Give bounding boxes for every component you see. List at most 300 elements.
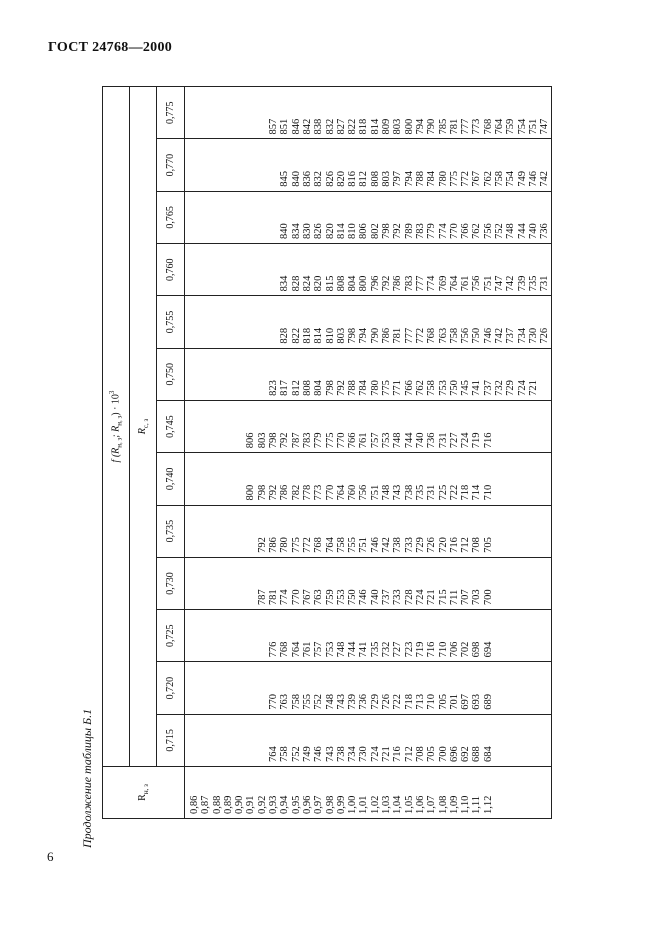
- data-column-cell: [185, 400, 552, 452]
- column-header: 0,750: [157, 348, 185, 400]
- table-value: 746: [482, 327, 494, 344]
- table-value: 703: [471, 589, 483, 606]
- column-header: 0,740: [157, 453, 185, 505]
- table-value: 822: [347, 118, 359, 135]
- table-value: 753: [381, 432, 393, 449]
- table-value: 786: [392, 275, 404, 292]
- table-value: 768: [313, 537, 325, 553]
- table-value: 735: [527, 275, 539, 292]
- table-value: 716: [482, 432, 494, 449]
- table-value: 772: [414, 327, 426, 344]
- table-value: 759: [324, 589, 336, 606]
- table-value: 785: [437, 118, 449, 135]
- table-value: 780: [279, 537, 291, 553]
- table-value: 739: [516, 275, 528, 292]
- row-key: 0,96: [301, 795, 313, 814]
- table-value: 710: [426, 693, 438, 710]
- column-header: 0,715: [157, 714, 185, 766]
- row-key: 1,01: [358, 795, 370, 814]
- table-caption: Продолжение таблицы Б.1: [80, 708, 94, 848]
- table-value: 781: [448, 118, 460, 135]
- table-value: 705: [426, 746, 438, 762]
- table-value: 828: [279, 327, 291, 344]
- table-value: 786: [381, 327, 393, 344]
- table-value: 694: [482, 641, 494, 658]
- row-key: 0,91: [245, 795, 257, 814]
- table-value: 814: [369, 118, 381, 135]
- table-value: 812: [290, 380, 302, 396]
- row-key: 1,11: [471, 796, 483, 814]
- row-key: 1,04: [392, 795, 404, 814]
- table-value: 792: [279, 432, 291, 449]
- table-value: 747: [494, 275, 506, 292]
- table-value: 802: [369, 223, 381, 240]
- table-value: 752: [313, 693, 325, 710]
- table-value: 780: [437, 170, 449, 187]
- table-value: 724: [414, 589, 426, 606]
- table-value: 757: [369, 432, 381, 449]
- row-key: 1,08: [437, 795, 449, 814]
- table-value: 790: [426, 118, 438, 135]
- data-column-cell: [185, 87, 552, 139]
- row-key: 0,97: [313, 795, 325, 814]
- table-value: 741: [358, 641, 370, 658]
- table-value: 838: [313, 118, 325, 135]
- table-value: 728: [403, 589, 415, 606]
- table-value: 692: [460, 746, 472, 762]
- table-value: 762: [471, 223, 483, 240]
- data-column-cell: [185, 505, 552, 557]
- table-value: 748: [335, 641, 347, 658]
- table-value: 792: [381, 275, 393, 292]
- column-header: 0,775: [157, 87, 185, 139]
- table-value: 787: [290, 432, 302, 449]
- table-value: 762: [414, 380, 426, 396]
- table-value: 818: [358, 118, 370, 135]
- table-value: 742: [539, 170, 551, 187]
- table-value: 749: [516, 170, 528, 187]
- table-container: [102, 86, 551, 819]
- table-value: 783: [403, 275, 415, 292]
- row-key: 0,88: [211, 795, 223, 814]
- table-value: 808: [335, 275, 347, 292]
- table-value: 710: [437, 641, 449, 658]
- table-value: 830: [301, 223, 313, 240]
- table-value: 724: [460, 432, 472, 449]
- table-value: 746: [369, 537, 381, 553]
- table-value: 757: [313, 641, 325, 658]
- table-value: 797: [392, 170, 404, 187]
- table-value: 754: [516, 118, 528, 135]
- table-value: 828: [290, 275, 302, 292]
- table-value: 741: [471, 380, 483, 396]
- row-key: 1,05: [403, 795, 415, 814]
- table-value: 735: [369, 641, 381, 658]
- table-value: 794: [403, 170, 415, 187]
- table-value: 750: [448, 380, 460, 396]
- row-key: 0,94: [279, 795, 291, 814]
- column-header: 0,755: [157, 296, 185, 348]
- table-value: 748: [505, 223, 517, 240]
- table-value: 738: [403, 484, 415, 501]
- table-value: 735: [414, 484, 426, 501]
- data-column-cell: [185, 662, 552, 714]
- table-value: 758: [426, 380, 438, 396]
- table-value: 722: [392, 693, 404, 710]
- column-header: 0,770: [157, 139, 185, 191]
- table-value: 788: [414, 170, 426, 187]
- table-value: 740: [369, 589, 381, 606]
- table-value: 758: [448, 327, 460, 344]
- table-value: 783: [414, 223, 426, 240]
- table-value: 755: [301, 693, 313, 710]
- column-header: 0,725: [157, 610, 185, 662]
- table-value: 770: [335, 432, 347, 449]
- table-value: 762: [482, 170, 494, 187]
- table-value: 763: [313, 589, 325, 606]
- table-value: 721: [381, 746, 393, 762]
- table-value: 743: [324, 746, 336, 762]
- row-key: 1,09: [448, 795, 460, 814]
- column-header: 0,760: [157, 244, 185, 296]
- table-value: 726: [381, 693, 393, 710]
- table-value: 749: [301, 746, 313, 762]
- row-key: 0,98: [324, 795, 336, 814]
- table-value: 786: [268, 537, 280, 553]
- table-value: 823: [268, 380, 280, 396]
- table-value: 808: [301, 380, 313, 396]
- table-value: 771: [392, 380, 404, 396]
- table-value: 820: [324, 223, 336, 240]
- table-value: 722: [448, 484, 460, 501]
- table-value: 775: [324, 432, 336, 449]
- table-value: 726: [426, 537, 438, 553]
- table-value: 826: [324, 170, 336, 187]
- table-value: 689: [482, 693, 494, 710]
- table-value: 698: [471, 641, 483, 658]
- table-value: 772: [301, 537, 313, 553]
- table-value: 840: [279, 223, 291, 240]
- row-key: 0,92: [256, 795, 268, 814]
- table-value: 732: [494, 380, 506, 396]
- table-value: 756: [358, 484, 370, 501]
- table-value: 740: [527, 223, 539, 240]
- table-value: 700: [482, 589, 494, 606]
- table-value: 784: [426, 170, 438, 187]
- table-value: 716: [448, 537, 460, 553]
- table-value: 729: [369, 693, 381, 710]
- table-value: 803: [392, 118, 404, 135]
- table-value: 758: [335, 537, 347, 553]
- row-key: 1,03: [381, 795, 393, 814]
- table-value: 792: [335, 380, 347, 396]
- data-row: [185, 87, 552, 819]
- table-value: 836: [301, 170, 313, 187]
- table-value: 775: [448, 170, 460, 187]
- column-header: 0,730: [157, 557, 185, 609]
- table-value: 764: [335, 484, 347, 501]
- row-key: 1,02: [369, 795, 381, 814]
- table-value: 845: [279, 170, 291, 187]
- table-value: 781: [268, 589, 280, 606]
- row-key: 0,89: [222, 795, 234, 814]
- table-value: 697: [460, 693, 472, 710]
- table-value: 719: [471, 432, 483, 449]
- table-value: 706: [448, 641, 460, 658]
- row-keys-cell: [185, 767, 552, 819]
- stub-header: $R_{н, з}$: [103, 767, 185, 819]
- table-value: 767: [471, 170, 483, 187]
- row-key: 1,00: [347, 795, 359, 814]
- rotated-table-layer: [102, 86, 551, 819]
- table-value: 792: [392, 223, 404, 240]
- table-value: 798: [268, 432, 280, 449]
- table-value: 747: [539, 118, 551, 135]
- table-value: 832: [324, 118, 336, 135]
- table-value: 737: [482, 380, 494, 396]
- table-value: 727: [448, 432, 460, 449]
- table-value: 714: [471, 484, 483, 501]
- table-value: 814: [335, 223, 347, 240]
- table-value: 806: [245, 432, 257, 449]
- table-value: 770: [448, 223, 460, 240]
- table-value: 729: [414, 537, 426, 553]
- column-header: 0,720: [157, 662, 185, 714]
- table-value: 711: [448, 589, 460, 606]
- data-column-cell: [185, 714, 552, 766]
- data-column-cell: [185, 610, 552, 662]
- table-value: 770: [268, 693, 280, 710]
- table-value: 750: [471, 327, 483, 344]
- table-value: 733: [403, 537, 415, 553]
- row-key: 0,87: [200, 795, 212, 814]
- table-value: 746: [527, 170, 539, 187]
- table-value: 723: [403, 641, 415, 658]
- table-value: 827: [335, 118, 347, 135]
- table-value: 748: [324, 693, 336, 710]
- table-value: 750: [347, 589, 359, 606]
- table-value: 733: [392, 589, 404, 606]
- table-value: 737: [381, 589, 393, 606]
- table-value: 842: [301, 118, 313, 135]
- table-value: 798: [256, 484, 268, 501]
- table-value: 810: [347, 223, 359, 240]
- table-value: 764: [448, 275, 460, 292]
- table-value: 818: [301, 327, 313, 344]
- row-key: 1,10: [460, 795, 472, 814]
- table-value: 764: [324, 537, 336, 553]
- table-value: 737: [505, 327, 517, 344]
- table-value: 766: [403, 380, 415, 396]
- table-value: 761: [460, 275, 472, 292]
- table-value: 705: [482, 537, 494, 553]
- table-value: 688: [471, 746, 483, 762]
- table-value: 769: [437, 275, 449, 292]
- table-value: 815: [324, 275, 336, 292]
- table-value: 798: [347, 327, 359, 344]
- table-value: 770: [324, 484, 336, 501]
- row-key: 0,93: [268, 795, 280, 814]
- table-value: 763: [437, 327, 449, 344]
- table-value: 816: [347, 170, 359, 187]
- table-value: 777: [403, 327, 415, 344]
- table-value: 746: [358, 589, 370, 606]
- table-value: 779: [313, 432, 325, 449]
- table-value: 738: [392, 537, 404, 553]
- table-value: 753: [335, 589, 347, 606]
- table-value: 758: [494, 170, 506, 187]
- table-value: 808: [369, 170, 381, 187]
- table-value: 822: [290, 327, 302, 344]
- table-value: 730: [527, 327, 539, 344]
- table-value: 782: [290, 484, 302, 501]
- table-value: 720: [437, 537, 449, 553]
- table-value: 726: [539, 327, 551, 344]
- data-column-cell: [185, 557, 552, 609]
- table-value: 787: [256, 589, 268, 606]
- table-value: 764: [268, 746, 280, 762]
- column-header-row: [157, 87, 185, 819]
- table-value: 729: [505, 380, 517, 396]
- table-value: 826: [313, 223, 325, 240]
- table-value: 684: [482, 746, 494, 762]
- table-value: 774: [437, 223, 449, 240]
- table-value: 778: [301, 484, 313, 501]
- table-value: 767: [301, 589, 313, 606]
- table-value: 708: [414, 746, 426, 762]
- table-value: 707: [460, 589, 472, 606]
- table-value: 754: [505, 170, 517, 187]
- row-key: 0,90: [234, 795, 246, 814]
- data-column-cell: [185, 348, 552, 400]
- row-key: 0,86: [189, 795, 200, 814]
- table-value: 744: [347, 641, 359, 658]
- table-value: 803: [256, 432, 268, 449]
- table-value: 810: [324, 327, 336, 344]
- table-value: 732: [381, 641, 393, 658]
- page-number: 6: [47, 849, 54, 864]
- table-value: 760: [347, 484, 359, 501]
- table-value: 790: [369, 327, 381, 344]
- table-value: 803: [335, 327, 347, 344]
- table-value: 734: [347, 746, 359, 762]
- table-value: 742: [505, 275, 517, 292]
- table-value: 751: [527, 118, 539, 135]
- table-value: 777: [414, 275, 426, 292]
- table-value: 794: [358, 327, 370, 344]
- data-column-cell: [185, 296, 552, 348]
- row-key: 0,95: [290, 795, 302, 814]
- table-value: 809: [381, 118, 393, 135]
- table-value: 751: [358, 537, 370, 553]
- table-value: 702: [460, 641, 472, 658]
- row-key: 1,07: [426, 795, 438, 814]
- table-value: 783: [301, 432, 313, 449]
- table-value: 806: [358, 223, 370, 240]
- table-value: 798: [381, 223, 393, 240]
- table-value: 736: [426, 432, 438, 449]
- table-value: 784: [358, 380, 370, 396]
- table-value: 824: [301, 275, 313, 292]
- table-value: 764: [290, 641, 302, 658]
- table-value: 761: [358, 432, 370, 449]
- table-value: 693: [471, 693, 483, 710]
- group-header: f ($R_{н, з}$; $R_{н, з}) \cdot 10^3$: [103, 87, 130, 767]
- table-value: 746: [313, 746, 325, 762]
- table-value: 700: [437, 746, 449, 762]
- table-value: 718: [460, 484, 472, 501]
- table-value: 857: [268, 118, 280, 135]
- table-value: 770: [290, 589, 302, 606]
- table-value: 708: [471, 537, 483, 553]
- table-value: 742: [494, 327, 506, 344]
- table-value: 817: [279, 380, 291, 396]
- table-value: 712: [460, 537, 472, 553]
- table-value: 768: [279, 641, 291, 658]
- row-key: 1,12: [482, 795, 494, 814]
- table-value: 715: [437, 589, 449, 606]
- sub-header: $R_{с, з}$: [130, 87, 157, 767]
- table-value: 744: [403, 432, 415, 449]
- table-value: 752: [290, 746, 302, 762]
- table-value: 712: [403, 746, 415, 762]
- table-value: 794: [414, 118, 426, 135]
- table-value: 716: [426, 641, 438, 658]
- data-table: [102, 86, 552, 819]
- table-value: 696: [448, 746, 460, 762]
- table-value: 721: [527, 380, 539, 396]
- table-value: 748: [381, 484, 393, 501]
- table-value: 701: [448, 693, 460, 710]
- table-value: 800: [245, 484, 257, 501]
- table-value: 800: [403, 118, 415, 135]
- table-value: 766: [347, 432, 359, 449]
- table-value: 763: [279, 693, 291, 710]
- table-value: 748: [392, 432, 404, 449]
- table-value: 775: [290, 537, 302, 553]
- table-value: 731: [539, 275, 551, 292]
- table-value: 752: [494, 223, 506, 240]
- table-value: 758: [290, 693, 302, 710]
- table-value: 734: [516, 327, 528, 344]
- table-value: 773: [313, 484, 325, 501]
- table-value: 814: [313, 327, 325, 344]
- table-value: 768: [426, 327, 438, 344]
- row-key: 1,06: [414, 795, 426, 814]
- table-value: 710: [482, 484, 494, 501]
- table-value: 768: [482, 118, 494, 135]
- data-column-cell: [185, 453, 552, 505]
- table-value: 727: [392, 641, 404, 658]
- data-column-cell: [185, 244, 552, 296]
- table-value: 745: [460, 380, 472, 396]
- table-value: 753: [324, 641, 336, 658]
- table-value: 766: [460, 223, 472, 240]
- table-value: 804: [347, 275, 359, 292]
- table-value: 743: [335, 693, 347, 710]
- table-value: 792: [268, 484, 280, 501]
- table-value: 756: [471, 275, 483, 292]
- table-value: 705: [437, 693, 449, 710]
- table-value: 721: [426, 589, 438, 606]
- table-value: 753: [437, 380, 449, 396]
- data-column-cell: [185, 139, 552, 191]
- table-value: 834: [290, 223, 302, 240]
- table-value: 725: [437, 484, 449, 501]
- column-header: 0,745: [157, 400, 185, 452]
- table-value: 758: [279, 746, 291, 762]
- table-value: 779: [426, 223, 438, 240]
